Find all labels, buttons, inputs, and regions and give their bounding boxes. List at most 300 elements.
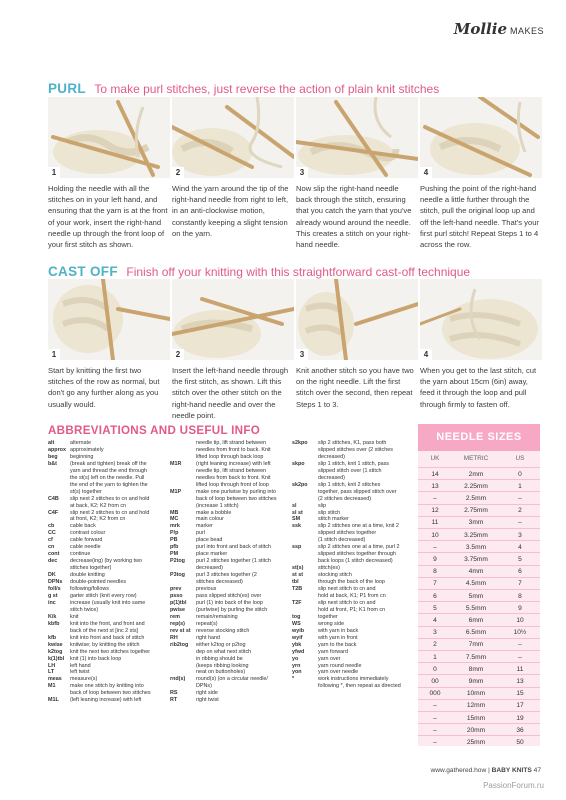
purl-step-2-photo xyxy=(172,97,294,178)
abbreviation-definition: marker xyxy=(196,523,213,530)
needle-size-uk: 11 xyxy=(431,519,439,527)
abbreviation-term xyxy=(170,579,196,586)
abbreviation-definition: cable forward xyxy=(70,537,103,544)
abbreviation-term xyxy=(170,440,196,447)
abbreviation-term: dec xyxy=(48,558,58,565)
abbreviation-definition: lifted loop through back loop xyxy=(196,453,264,460)
abbreviation-row xyxy=(292,530,412,537)
castoff-step-1-text: Start by knitting the first two stitches of the row as normal, but don't go any further along as you usually would. xyxy=(48,366,160,409)
abbreviation-term xyxy=(170,669,196,676)
abbreviation-term: M1R xyxy=(170,460,182,467)
abbreviation-definition: purl into front and back of stitch xyxy=(196,544,271,551)
abbreviation-term xyxy=(170,565,196,572)
abbreviation-definition: slipped stitches together through xyxy=(318,551,396,558)
needle-size-uk: – xyxy=(433,494,437,502)
abbreviation-term: inc xyxy=(48,599,56,606)
abbreviation-row xyxy=(48,697,166,704)
abbreviation-definition: together, pass slipped stitch over xyxy=(318,488,397,495)
abbreviation-row xyxy=(292,683,412,690)
abbreviation-row xyxy=(292,537,412,544)
needle-sizes-header-row xyxy=(418,451,540,466)
abbreviation-term xyxy=(48,565,70,572)
abbreviation-definition: knit into front and back of stitch xyxy=(70,634,145,641)
abbreviation-definition: knit into the front, and front and xyxy=(70,620,145,627)
needle-size-metric: 7mm xyxy=(468,641,484,649)
needle-size-row xyxy=(418,699,540,712)
castoff-step-3-number: 3 xyxy=(296,349,308,360)
abbreviation-definition: cable needle xyxy=(70,544,101,551)
abbreviation-term: M1P xyxy=(170,488,182,495)
abbreviation-definition: (left leaning increase) with left xyxy=(70,697,142,704)
abbreviation-definition: previous xyxy=(196,586,217,593)
abbreviation-definition: place bead xyxy=(196,537,223,544)
abbreviation-term: sl st xyxy=(292,509,303,516)
abbreviation-row xyxy=(170,649,288,656)
abbreviation-row xyxy=(48,607,166,614)
needle-size-row xyxy=(418,687,540,700)
abbreviation-term: tog xyxy=(292,613,301,620)
abbreviations-title: ABBREVIATIONS AND USEFUL INFO xyxy=(48,424,261,437)
abbreviation-term xyxy=(48,489,70,496)
abbreviation-term: wyib xyxy=(292,627,304,634)
abbreviation-row xyxy=(292,593,412,600)
abbreviation-definition: left hand xyxy=(70,662,91,669)
abbreviation-term: K/k xyxy=(48,613,57,620)
abbreviation-term: SM xyxy=(292,516,301,523)
abbreviation-term: approx xyxy=(48,446,66,453)
abbreviation-term: ssp xyxy=(292,544,302,551)
abbreviation-term: st st xyxy=(292,572,304,579)
needle-size-us: 13 xyxy=(516,677,524,685)
abbreviation-row xyxy=(48,503,166,510)
abbreviation-term: cb xyxy=(48,523,55,530)
brand-logo xyxy=(454,20,544,38)
purl-step-3-number: 3 xyxy=(296,167,308,178)
needle-size-metric: 10mm xyxy=(466,690,486,698)
abbreviation-row xyxy=(48,523,166,530)
abbreviation-term: wyif xyxy=(292,634,303,641)
needle-size-metric: 8mm xyxy=(468,665,484,673)
needle-size-uk: 9 xyxy=(433,555,437,563)
castoff-step-1-photo xyxy=(48,279,170,360)
needle-size-metric: 2.75mm xyxy=(464,507,488,515)
abbreviation-row xyxy=(292,600,412,607)
needle-size-uk: 2 xyxy=(433,641,437,649)
needle-size-metric: 2.5mm xyxy=(465,494,487,502)
abbreviation-definition: following/follows xyxy=(70,586,109,593)
abbreviation-row xyxy=(170,496,288,503)
abbreviation-definition: knit xyxy=(70,613,79,620)
abbreviation-row xyxy=(292,523,412,530)
abbreviation-row xyxy=(48,447,166,454)
abbreviation-definition: slip next stitch to cn and xyxy=(318,586,376,593)
abbreviation-definition: round(s) (on a circular needle/ xyxy=(196,676,268,683)
abbreviation-definition: main colour xyxy=(196,516,224,523)
abbreviation-row xyxy=(292,496,412,503)
abbreviation-row xyxy=(292,607,412,614)
abbreviation-definition: left twist xyxy=(70,669,90,676)
needle-size-row xyxy=(418,650,540,663)
abbreviation-row xyxy=(170,607,288,614)
abbreviation-row xyxy=(170,656,288,663)
abbreviation-term: yfwd xyxy=(292,648,305,655)
purl-heading xyxy=(48,80,439,98)
needle-size-metric: 12mm xyxy=(466,702,486,710)
abbreviation-term: st(s) xyxy=(292,565,304,572)
abbreviation-definition: slip next 2 stitches to cn and hold xyxy=(70,509,150,516)
abbreviation-row xyxy=(292,649,412,656)
abbreviation-row xyxy=(292,614,412,621)
abbreviation-term: rib2tog xyxy=(170,641,189,648)
abbreviation-row xyxy=(292,579,412,586)
needle-size-row xyxy=(418,552,540,565)
abbreviation-row xyxy=(48,614,166,621)
abbreviation-definition: with yarn in front xyxy=(318,634,358,641)
abbreviation-term: foll/s xyxy=(48,586,61,593)
abbreviation-row xyxy=(48,572,166,579)
needle-size-row xyxy=(418,479,540,492)
abbreviation-definition: right hand xyxy=(196,634,220,641)
purl-step-3-text: Now slip the right-hand needle back through the stitch, ensuring that you catch the yarn that you've already wound around the needle. This creates a stitch on your right-hand needle. xyxy=(296,184,412,250)
abbreviation-definition: together xyxy=(318,613,338,620)
abbreviation-term: b&t xyxy=(48,460,57,467)
abbreviation-row xyxy=(48,482,166,489)
needle-size-us: 15 xyxy=(516,690,524,698)
abbreviation-definition: purl 3 stitches together (2 xyxy=(196,572,257,579)
abbreviation-definition: make one stitch by knitting into xyxy=(70,683,144,690)
needle-size-row xyxy=(418,662,540,675)
abbreviation-row xyxy=(170,683,288,690)
abbreviation-row xyxy=(170,642,288,649)
abbreviation-term xyxy=(170,468,196,475)
needle-size-row xyxy=(418,577,540,590)
abbreviation-definition: make a bobble xyxy=(196,509,232,516)
needle-size-us: 5 xyxy=(518,555,522,563)
abbreviation-definition: make one purlwise by purling into xyxy=(196,488,277,495)
needle-size-uk: – xyxy=(433,738,437,746)
needle-size-metric: 3.5mm xyxy=(465,543,487,551)
abbreviation-definition: hold at front, P1; K1 from cn xyxy=(318,606,386,613)
needle-size-metric: 2mm xyxy=(468,470,484,478)
abbreviation-row xyxy=(292,454,412,461)
needle-size-us: 8 xyxy=(518,592,522,600)
abbreviation-definition: (2 stitches decreased) xyxy=(318,495,372,502)
abbreviation-definition: yarn forward xyxy=(318,648,348,655)
castoff-step-1-number: 1 xyxy=(48,349,60,360)
abbreviation-definition: contrast colour xyxy=(70,530,106,537)
abbreviation-definition: needles from front to back. Knit xyxy=(196,446,271,453)
needle-size-us: 11 xyxy=(516,665,524,673)
needle-size-uk: 5 xyxy=(433,604,437,612)
abbreviation-row xyxy=(292,489,412,496)
castoff-step-4-text: When you get to the last stitch, cut the yarn about 15cm (6in) away, feed it through the loop and pull through firmly to fasten off. xyxy=(420,366,537,409)
needle-size-row xyxy=(418,589,540,602)
abbreviation-definition: approximately xyxy=(70,446,104,453)
abbreviation-definition: following *, then repeat as directed xyxy=(318,683,401,690)
abbreviation-definition: needle tip, lift strand between xyxy=(196,440,267,446)
abbreviation-definition: knit the next two stitches together xyxy=(70,648,151,655)
castoff-step-4-number: 4 xyxy=(420,349,432,360)
needle-size-row xyxy=(418,723,540,736)
abbreviation-row xyxy=(292,551,412,558)
abbreviation-term: kbfb xyxy=(48,620,60,627)
abbreviation-definition: slip 2 stitches, K1, pass both xyxy=(318,440,387,446)
needle-size-us: – xyxy=(518,494,522,502)
abbreviation-term xyxy=(292,496,318,503)
needle-size-uk: – xyxy=(433,714,437,722)
abbreviation-term xyxy=(48,503,70,510)
abbreviation-row xyxy=(170,690,288,697)
abbreviation-definition: measure(s) xyxy=(70,676,98,683)
abbreviation-definition: slip 2 stitches one at a time, purl 2 xyxy=(318,544,400,551)
abbreviation-row xyxy=(170,544,288,551)
abbreviation-term xyxy=(292,537,318,544)
abbreviation-term: * xyxy=(292,676,295,683)
abbreviation-term xyxy=(170,649,196,656)
needle-size-uk: 6 xyxy=(433,592,437,600)
abbreviation-term: mrk xyxy=(170,523,180,530)
abbreviation-row xyxy=(170,475,288,482)
abbreviation-term: LT xyxy=(48,669,55,676)
needle-size-us: 2 xyxy=(518,507,522,515)
abbreviation-definition: knitwise; by knitting the stitch xyxy=(70,641,140,648)
abbreviation-term xyxy=(170,482,196,489)
abbreviation-definition: decreased) xyxy=(318,453,345,460)
abbreviation-definition: back of loop between two stitches xyxy=(196,495,277,502)
abbreviation-row xyxy=(292,656,412,663)
abbreviation-definition: slip 1 stitch, knit 1 stitch, pass xyxy=(318,460,390,467)
abbreviation-term: M1 xyxy=(48,683,56,690)
abbreviations-column-2 xyxy=(170,440,288,704)
abbreviation-definition: (purlwise) by purling the stitch xyxy=(196,606,268,613)
needle-size-us: 17 xyxy=(516,702,524,710)
needle-size-row xyxy=(418,504,540,517)
abbreviation-row xyxy=(170,572,288,579)
abbreviation-term xyxy=(292,468,318,475)
castoff-step-3-text: Knit another stitch so you have two on the right needle. Lift the first stitch over the second, then repeat Steps 1 to 3. xyxy=(296,366,414,409)
abbreviation-row xyxy=(48,593,166,600)
abbreviation-definition: dep on what next stitch xyxy=(196,648,252,655)
abbreviation-term: MB xyxy=(170,509,179,516)
abbreviation-definition: double-pointed needles xyxy=(70,579,127,586)
abbreviation-row xyxy=(48,600,166,607)
needle-size-row xyxy=(418,626,540,639)
abbreviation-definition: slipped stitches over (2 stitches xyxy=(318,446,393,453)
needle-size-metric: 20mm xyxy=(466,726,486,734)
abbreviation-row xyxy=(170,440,288,447)
needle-size-uk: 1 xyxy=(433,653,437,661)
abbreviation-term: rev st st xyxy=(170,627,191,634)
needle-size-metric: 6mm xyxy=(468,616,484,624)
castoff-keyword: CAST OFF xyxy=(48,264,118,279)
abbreviation-row xyxy=(292,447,412,454)
needle-size-us: 36 xyxy=(516,726,524,734)
abbreviation-row xyxy=(170,530,288,537)
needle-size-uk: 000 xyxy=(429,690,441,698)
abbreviation-row xyxy=(170,697,288,704)
abbreviation-definition: at back, K2; K2 from cn xyxy=(70,502,127,509)
abbreviation-row xyxy=(170,537,288,544)
abbreviation-row xyxy=(292,461,412,468)
abbreviation-row xyxy=(170,468,288,475)
abbreviation-row xyxy=(48,468,166,475)
needle-size-metric: 15mm xyxy=(466,714,486,722)
abbreviation-row xyxy=(48,579,166,586)
abbreviation-row xyxy=(48,642,166,649)
purl-step-4-photo xyxy=(420,97,542,178)
abbreviation-row xyxy=(170,586,288,593)
needle-size-metric: 4mm xyxy=(468,568,484,576)
abbreviation-row xyxy=(48,530,166,537)
abbreviation-term xyxy=(170,447,196,454)
abbreviation-definition: reverse stocking stitch xyxy=(196,627,250,634)
abbreviation-definition: needle tip, lift strand between xyxy=(196,467,267,474)
abbreviation-term: T2B xyxy=(292,586,303,593)
abbreviation-term xyxy=(48,516,70,523)
needle-size-metric: 5.5mm xyxy=(465,604,487,612)
needle-size-metric: 6.5mm xyxy=(465,629,487,637)
abbreviation-term: cont xyxy=(48,551,60,558)
purl-step-2-number: 2 xyxy=(172,167,184,178)
abbreviation-row xyxy=(48,683,166,690)
needle-size-us: 19 xyxy=(516,714,524,722)
needle-size-row xyxy=(418,565,540,578)
abbreviation-definition: stitches decreased) xyxy=(196,579,243,586)
abbreviation-term: ssk xyxy=(292,523,301,530)
needle-size-row xyxy=(418,540,540,553)
abbreviation-term: cf xyxy=(48,537,53,544)
needle-size-metric: 9mm xyxy=(468,677,484,685)
abbreviation-term xyxy=(292,475,318,482)
abbreviation-term: C4B xyxy=(48,495,59,502)
abbreviation-row xyxy=(292,676,412,683)
abbreviation-definition: yarn round needle xyxy=(318,662,362,669)
abbreviation-row xyxy=(48,586,166,593)
needle-size-metric: 5mm xyxy=(468,592,484,600)
footer-url: www.gathered.how xyxy=(430,767,487,774)
abbreviation-definition: slip 2 stitches one at a time, knit 2 xyxy=(318,523,399,530)
needle-size-row xyxy=(418,735,540,748)
needle-size-row xyxy=(418,711,540,724)
abbreviation-term xyxy=(170,475,196,482)
castoff-step-2-number: 2 xyxy=(172,349,184,360)
abbreviation-row xyxy=(48,663,166,670)
castoff-subtitle: Finish off your knitting with this straightforward cast-off technique xyxy=(126,265,471,279)
abbreviation-row xyxy=(48,516,166,523)
abbreviation-row xyxy=(170,489,288,496)
abbreviation-row xyxy=(292,565,412,572)
needle-size-metric: 4.5mm xyxy=(465,580,487,588)
needle-size-uk: – xyxy=(433,726,437,734)
needle-size-row xyxy=(418,601,540,614)
abbreviation-row xyxy=(170,579,288,586)
abbreviation-definition: stitch(es) xyxy=(318,565,340,572)
abbreviation-term: rnd(s) xyxy=(170,676,186,683)
purl-step-1-photo xyxy=(48,97,170,178)
abbreviation-row xyxy=(48,628,166,635)
needle-size-uk: 13 xyxy=(431,482,439,490)
needle-size-us: 9 xyxy=(518,604,522,612)
abbreviation-definition: repeat(s) xyxy=(196,620,218,627)
purl-step-1-number: 1 xyxy=(48,167,60,178)
abbreviation-definition: purl 2 stitches together (1 stitch xyxy=(196,558,271,565)
abbreviation-definition: stitch twice) xyxy=(70,606,99,613)
abbreviation-row xyxy=(48,461,166,468)
abbreviation-definition: (break and tighten) break off the xyxy=(70,460,147,467)
needle-size-us: – xyxy=(518,519,522,527)
castoff-step-4-photo xyxy=(420,279,542,360)
abbreviation-definition: back of loop between two stitches xyxy=(70,690,151,697)
abbreviation-row xyxy=(48,440,166,447)
needle-size-row xyxy=(418,528,540,541)
abbreviation-term: P2tog xyxy=(170,558,185,565)
abbreviation-row xyxy=(170,614,288,621)
abbreviation-term: LH xyxy=(48,662,56,669)
needle-sizes-header-us: US xyxy=(515,455,525,462)
needle-size-uk: 7 xyxy=(433,580,437,588)
abbreviation-term xyxy=(48,690,70,697)
abbreviation-row xyxy=(170,600,288,607)
abbreviation-definition: needles from back to front. Knit xyxy=(196,474,271,481)
needle-size-metric: 25mm xyxy=(466,738,486,746)
abbreviation-term: C4F xyxy=(48,509,59,516)
abbreviation-definition: yarn to the back xyxy=(318,641,357,648)
purl-step-3-photo xyxy=(296,97,418,178)
watermark: PassionForum.ru xyxy=(483,781,544,790)
abbreviation-term xyxy=(170,656,196,663)
abbreviation-definition: garter stitch (knit every row) xyxy=(70,592,137,599)
needle-size-uk: 4 xyxy=(433,616,437,624)
abbreviation-row xyxy=(292,468,412,475)
needle-size-metric: 3.25mm xyxy=(464,531,488,539)
abbreviation-definition: yarn over xyxy=(318,655,341,662)
abbreviations-column-1 xyxy=(48,440,166,704)
needle-size-uk: 00 xyxy=(431,677,439,685)
brand-makes: MAKES xyxy=(509,26,544,36)
abbreviation-term xyxy=(48,628,70,635)
abbreviation-definition: slip next stitch to cn and xyxy=(318,599,376,606)
abbreviation-definition: alternate xyxy=(70,440,91,446)
abbreviation-term xyxy=(48,475,70,482)
abbreviation-term xyxy=(292,454,318,461)
abbreviation-definition: knit (1) into back loop xyxy=(70,655,122,662)
abbreviation-definition: through the back of the loop xyxy=(318,579,385,586)
abbreviation-term xyxy=(170,683,196,690)
brand-script: Mollie xyxy=(453,20,507,38)
abbreviation-row xyxy=(48,510,166,517)
abbreviation-definition: remain/remaining xyxy=(196,613,238,620)
needle-size-us: – xyxy=(518,641,522,649)
abbreviation-term: k(1)tbl xyxy=(48,655,65,662)
abbreviation-term xyxy=(48,468,70,475)
abbreviation-term: DPNs xyxy=(48,579,63,586)
abbreviation-definition: yarn and thread the end through xyxy=(70,467,148,474)
abbreviation-definition: place marker xyxy=(196,551,228,558)
abbreviation-definition: cable back xyxy=(70,523,96,530)
needle-size-uk: 14 xyxy=(431,470,439,478)
abbreviation-definition: slip 1 stitch, knit 2 stitches xyxy=(318,481,381,488)
abbreviation-row xyxy=(170,558,288,565)
purl-step-1-text: Holding the needle with all the stitches on in your left hand, and ensuring that the yarn is at the front of your work, insert the right-hand needle up through the front loop of your first stitch as shown. xyxy=(48,184,168,250)
abbreviation-definition: the st(s) left on the needle. Pull xyxy=(70,474,145,481)
abbreviation-row xyxy=(170,510,288,517)
abbreviation-row xyxy=(48,635,166,642)
abbreviation-row xyxy=(170,503,288,510)
needle-size-metric: 3mm xyxy=(468,519,484,527)
abbreviation-term xyxy=(292,447,318,454)
abbreviation-term xyxy=(170,663,196,670)
abbreviation-definition: st(s) together xyxy=(70,488,102,495)
